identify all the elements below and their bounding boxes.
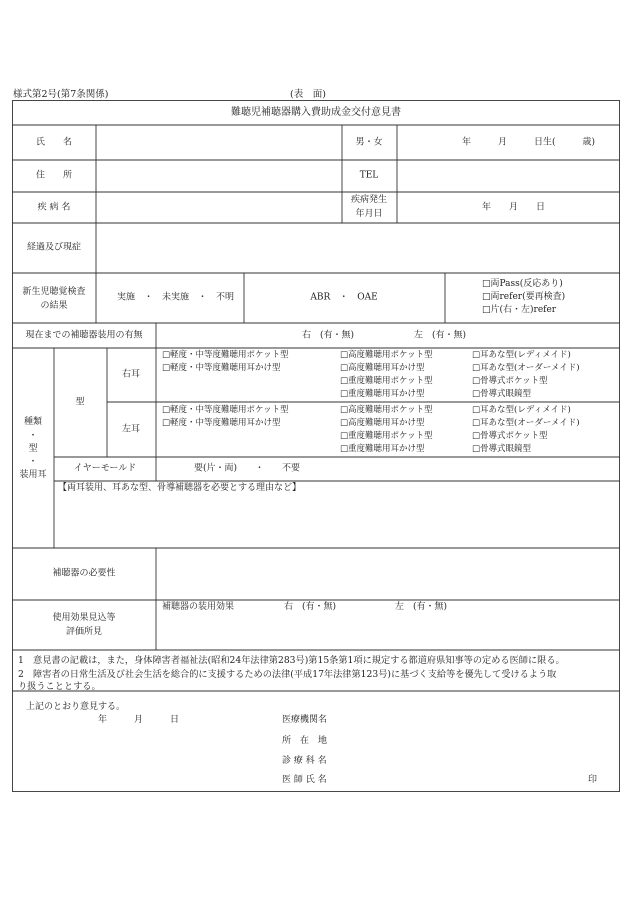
right-col2-3: □重度難聴用ポケット型: [340, 376, 433, 386]
right-col3-1: □耳あな型(レディメイド): [472, 350, 571, 360]
reason-label: 【両耳装用、耳あな型、骨導補聴器を必要とする理由など】: [58, 483, 302, 493]
right-col2-4: □重度難聴用耳かけ型: [340, 389, 425, 399]
disease-label: 疾 病 名: [37, 202, 71, 213]
newborn-method: ABR ・ OAE: [310, 292, 378, 303]
type-label: 型: [75, 397, 85, 408]
name-label: 氏 名: [35, 137, 73, 148]
right-col2-1: □高度難聴用ポケット型: [340, 350, 433, 360]
opinion-form: [12, 100, 620, 792]
institution-label: 医療機関名: [282, 715, 328, 725]
effect-right: 右 (有・無): [284, 602, 337, 612]
history-right: 右 (有・無): [302, 330, 355, 341]
left-col3-4: □骨導式眼鏡型: [472, 444, 532, 454]
right-col3-3: □骨導式ポケット型: [472, 376, 548, 386]
form-number: 様式第2号(第7条関係): [13, 89, 109, 100]
tel-label: TEL: [359, 170, 379, 181]
left-col2-4: □重度難聴用耳かけ型: [340, 444, 425, 454]
left-col3-2: □耳あな型(オーダーメイド): [472, 418, 580, 428]
left-col1-1: □軽度・中等度難聴用ポケット型: [162, 405, 289, 415]
effect-title: 補聴器の装用効果: [162, 602, 235, 612]
signature-date: 年 月 日: [98, 715, 180, 725]
effect-label-2: 評価所見: [65, 627, 103, 637]
note-2-cont: り扱うこととする。: [18, 681, 101, 692]
right-col2-2: □高度難聴用耳かけ型: [340, 363, 425, 373]
earmold-value: 要(片・両) ・ 不要: [194, 463, 301, 474]
types-label-1: 種類: [23, 417, 43, 427]
effect-label-1: 使用効果見込等: [52, 613, 116, 623]
history-label: 現在までの補聴器装用の有無: [25, 330, 143, 341]
effect-left: 左 (有・無): [395, 602, 448, 612]
types-label-4: ・: [28, 457, 38, 467]
history-left: 左 (有・無): [414, 330, 467, 341]
newborn-label-1: 新生児聴覚検査: [22, 287, 86, 297]
left-col3-1: □耳あな型(レディメイド): [472, 405, 571, 415]
earmold-label: イヤーモールド: [73, 463, 137, 474]
left-col2-3: □重度難聴用ポケット型: [340, 431, 433, 441]
doctor-label: 医 師 氏 名: [282, 775, 327, 785]
left-ear-label: 左耳: [121, 424, 141, 435]
onset-date: 年 月 日: [482, 202, 546, 213]
left-col2-1: □高度難聴用ポケット型: [340, 405, 433, 415]
left-col2-2: □高度難聴用耳かけ型: [340, 418, 425, 428]
newborn-result-2: □両refer(要再検査): [482, 292, 566, 302]
right-ear-label: 右耳: [121, 369, 141, 380]
address-label: 住 所: [35, 170, 73, 181]
left-col3-3: □骨導式ポケット型: [472, 431, 548, 441]
right-col1-1: □軽度・中等度難聴用ポケット型: [162, 350, 289, 360]
address-sign-label: 所 在 地: [282, 736, 328, 746]
form-title: 難聴児補聴器購入費助成金交付意見書: [231, 107, 401, 118]
department-label: 診 療 科 名: [282, 756, 327, 766]
note-2: 2 障害者の日常生活及び社会生活を総合的に支援するための法律(平成17年法律第123号)に基づく支給等を優先して受けるよう取: [18, 669, 557, 680]
signature-statement: 上記のとおり意見する。: [26, 702, 126, 712]
right-col3-4: □骨導式眼鏡型: [472, 389, 532, 399]
types-label-3: 型: [28, 444, 38, 454]
progress-label: 経過及び現症: [26, 242, 82, 253]
newborn-result-3: □片(右・左)refer: [482, 305, 557, 315]
birth-date: 年 月 日生( 歳): [462, 137, 596, 148]
form-side-label: (表 面): [290, 89, 326, 100]
onset-label-1: 疾病発生: [350, 195, 388, 205]
necessity-label: 補聴器の必要性: [52, 568, 116, 579]
right-col1-2: □軽度・中等度難聴用耳かけ型: [162, 363, 281, 373]
seal-mark: 印: [588, 775, 598, 785]
note-1: 1 意見書の記載は，また，身体障害者福祉法(昭和24年法律第283号)第15条第1項に規定する都道府県知事等の定める医師に限る。: [18, 655, 565, 666]
newborn-label-2: の結果: [40, 301, 68, 311]
right-col3-2: □耳あな型(オーダーメイド): [472, 363, 580, 373]
newborn-implementation: 実施 ・ 未実施 ・ 不明: [117, 292, 235, 303]
types-label-5: 装用耳: [19, 470, 47, 480]
types-label-2: ・: [28, 431, 38, 441]
left-col1-2: □軽度・中等度難聴用耳かけ型: [162, 418, 281, 428]
sex-options: 男・女: [355, 137, 383, 148]
newborn-result-1: □両Pass(反応あり): [482, 279, 563, 289]
onset-label-2: 年月日: [355, 209, 383, 219]
